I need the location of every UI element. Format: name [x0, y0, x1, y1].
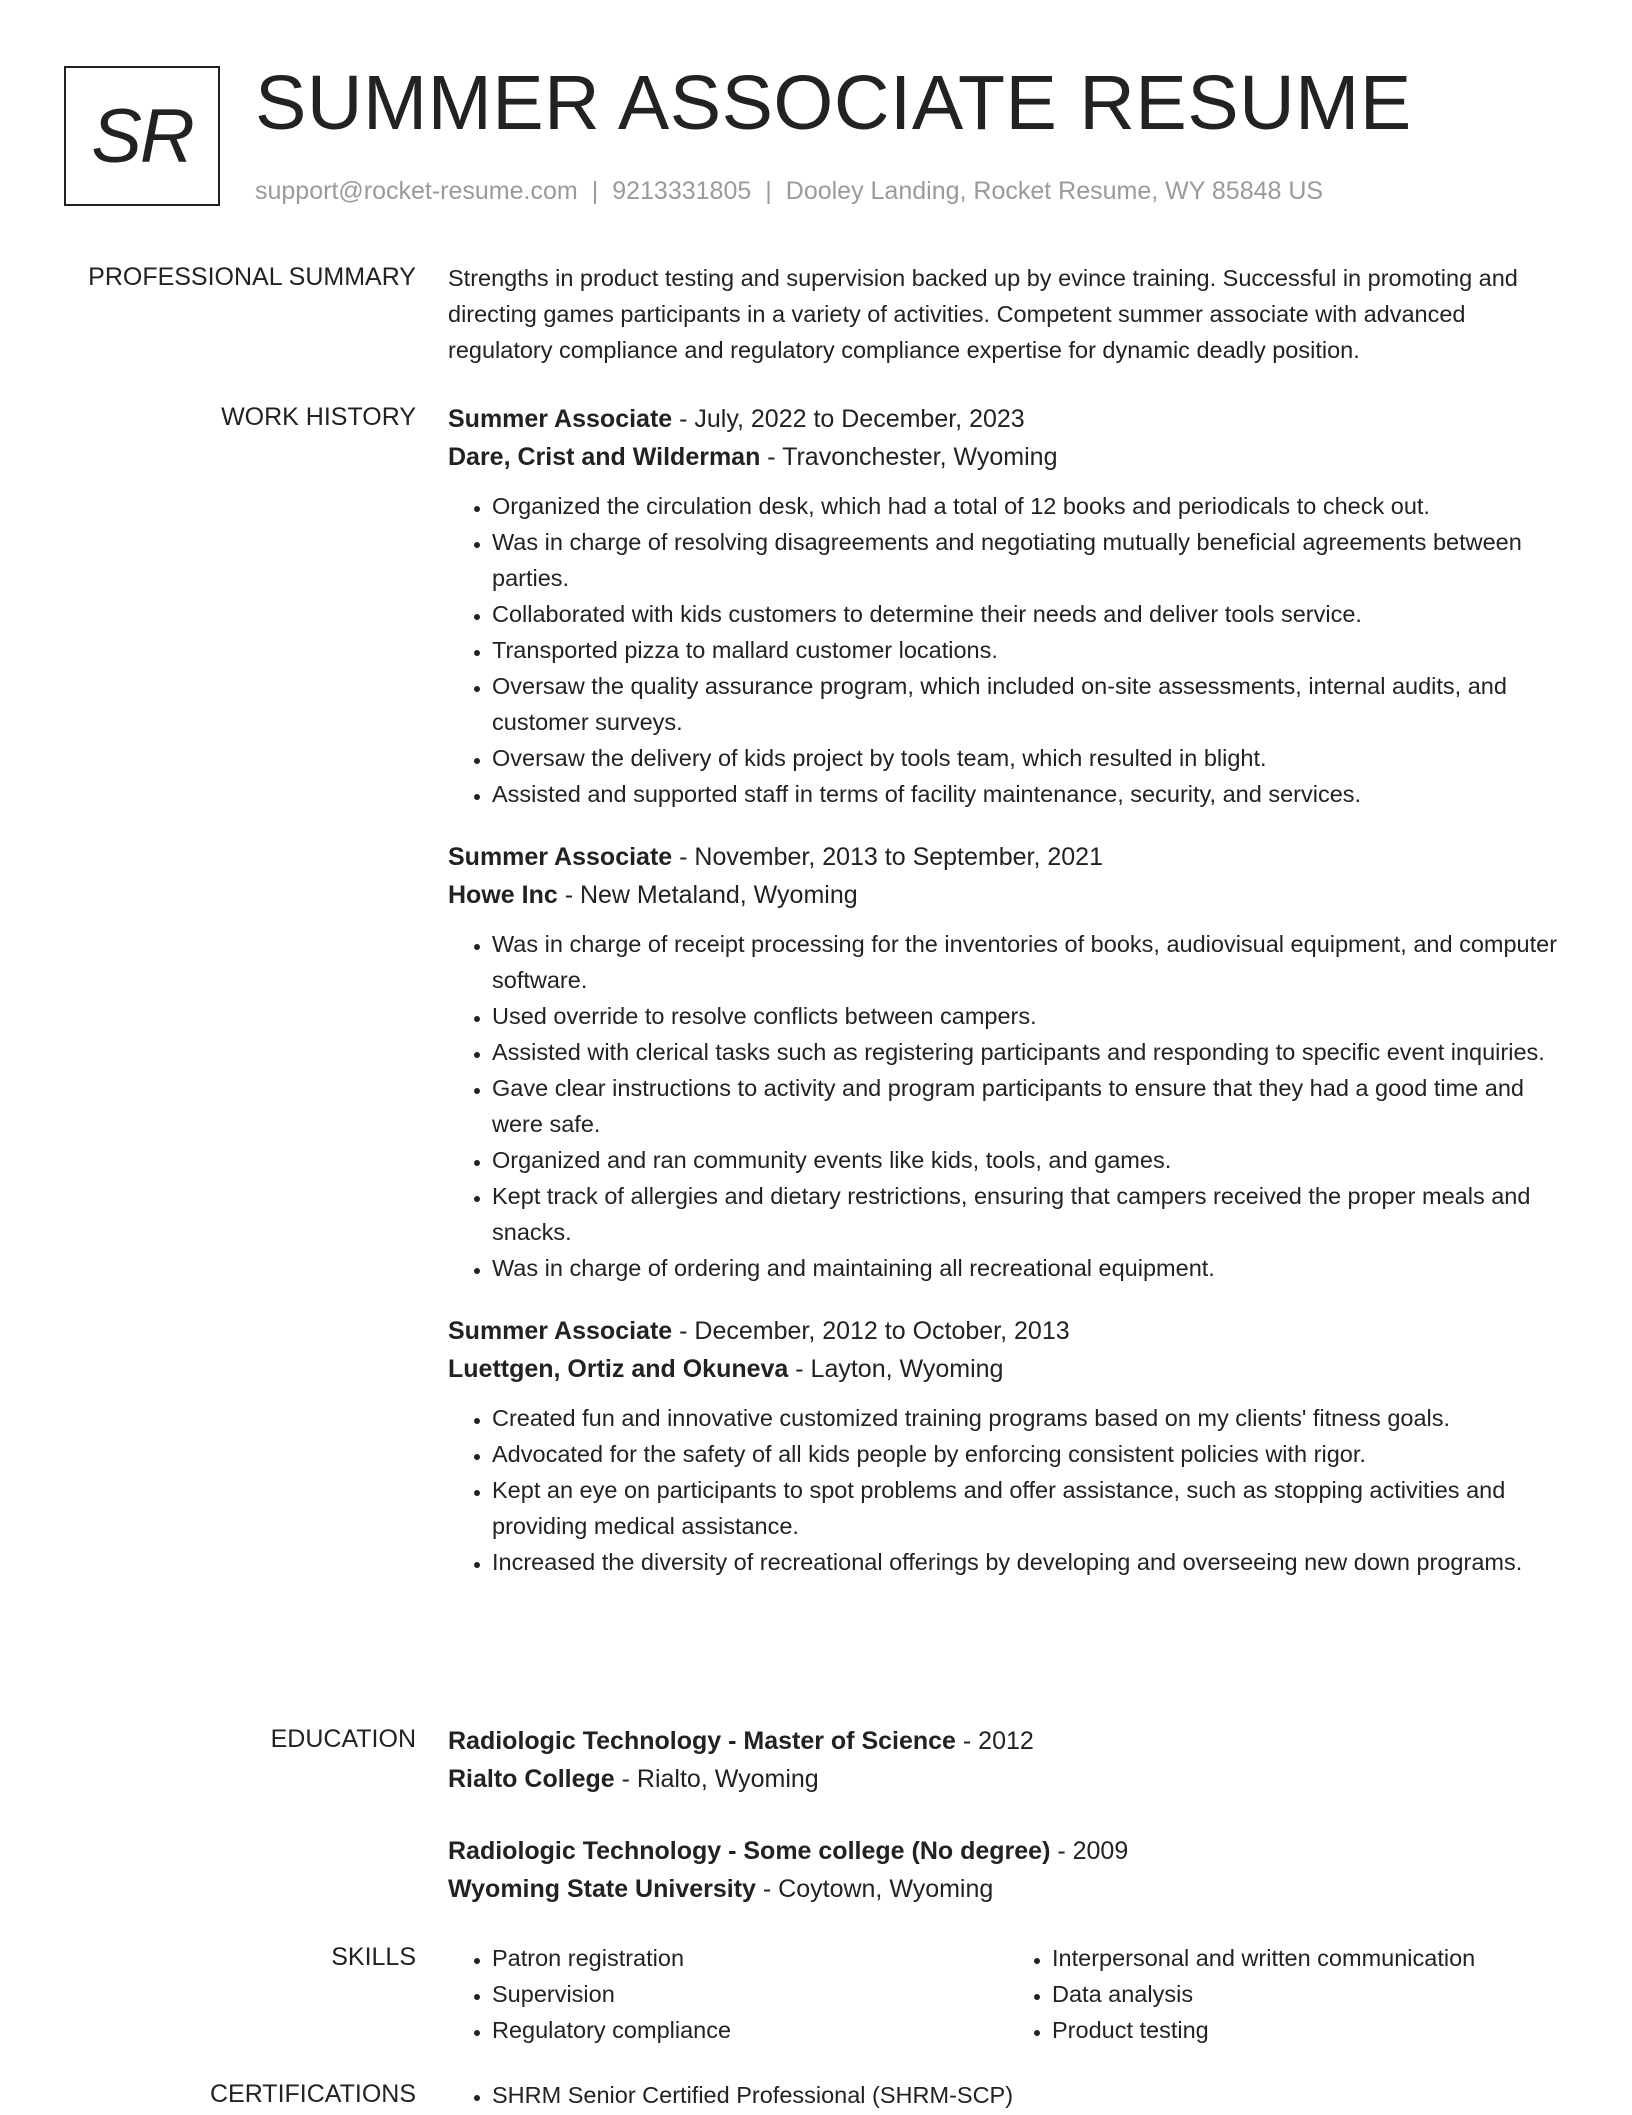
section-label-work: WORK HISTORY	[221, 403, 416, 431]
education-entry	[448, 1832, 1568, 1908]
certifications-body	[448, 2077, 1568, 2113]
job-title-line	[448, 400, 1568, 438]
education-degree: Radiologic Technology - Master of Science	[448, 1727, 956, 1755]
job-bullet: • Collaborated with kids customers to determine their needs and deliver tools service.	[492, 596, 1568, 632]
certification-item: • SHRM Senior Certified Professional (SHRM-SCP)	[492, 2077, 1568, 2113]
skill-item: • Regulatory compliance	[492, 2012, 1008, 2048]
education-year: - 2012	[955, 1727, 1034, 1755]
job-bullet: • Kept an eye on participants to spot problems and offer assistance, such as stopping activities and providing medical assistance.	[492, 1472, 1568, 1544]
job-location: - New Metaland, Wyoming	[557, 881, 858, 909]
job-bullet: • Advocated for the safety of all kids people by enforcing consistent policies with rigor.	[492, 1436, 1568, 1472]
job-bullet: • Increased the diversity of recreational offerings by developing and overseeing new down programs.	[492, 1544, 1568, 1580]
skill-item: • Supervision	[492, 1976, 1008, 2012]
job-title: Summer Associate	[448, 843, 673, 871]
monogram-initials: SR	[64, 66, 220, 206]
contact-line	[255, 176, 1323, 206]
education-location: - Coytown, Wyoming	[755, 1875, 994, 1903]
education-body	[448, 1722, 1568, 1942]
job-title-line	[448, 838, 1568, 876]
job-bullet: • Kept track of allergies and dietary restrictions, ensuring that campers received the proper meals and snacks.	[492, 1178, 1568, 1250]
job-company-line	[448, 1350, 1568, 1388]
summary-text: Strengths in product testing and supervision backed up by evince training. Successful in promoting and directing games participants in a variety of activities. Competent summer associate with advanced regulatory compliance and regulatory compliance expertise for dynamic deadly position.	[448, 265, 1518, 363]
section-label-education: EDUCATION	[270, 1725, 416, 1753]
education-degree-line	[448, 1832, 1568, 1870]
job-dates: - November, 2013 to September, 2021	[672, 843, 1103, 871]
skills-list-right	[1008, 1940, 1568, 2048]
job-entry	[448, 400, 1568, 812]
job-bullet: • Used override to resolve conflicts between campers.	[492, 998, 1568, 1034]
section-label-summary: PROFESSIONAL SUMMARY	[88, 263, 416, 291]
skills-body	[448, 1940, 1568, 2048]
resume-title: SUMMER ASSOCIATE RESUME	[255, 60, 1412, 146]
job-bullet: • Transported pizza to mallard customer locations.	[492, 632, 1568, 668]
contact-email: support@rocket-resume.com	[255, 177, 578, 205]
job-bullets	[448, 926, 1568, 1286]
job-title: Summer Associate	[448, 1317, 673, 1345]
job-bullets	[448, 488, 1568, 812]
skills-list-left	[448, 1940, 1008, 2048]
education-school-line	[448, 1760, 1568, 1798]
skill-item: • Patron registration	[492, 1940, 1008, 1976]
job-company: Luettgen, Ortiz and Okuneva	[448, 1355, 789, 1383]
contact-separator: |	[591, 177, 599, 205]
job-location: - Travonchester, Wyoming	[760, 443, 1058, 471]
contact-separator: |	[765, 177, 772, 205]
job-dates: - July, 2022 to December, 2023	[672, 405, 1025, 433]
education-location: - Rialto, Wyoming	[614, 1765, 819, 1793]
job-bullet: • Assisted and supported staff in terms of facility maintenance, security, and services.	[492, 776, 1568, 812]
skill-item: • Product testing	[1052, 2012, 1568, 2048]
job-company-line	[448, 438, 1568, 476]
education-entry	[448, 1722, 1568, 1798]
education-school-line	[448, 1870, 1568, 1908]
job-company-line	[448, 876, 1568, 914]
job-bullet: • Gave clear instructions to activity and program participants to ensure that they had a good time and were safe.	[492, 1070, 1568, 1142]
job-bullet: • Was in charge of ordering and maintaining all recreational equipment.	[492, 1250, 1568, 1286]
education-school: Rialto College	[448, 1765, 615, 1793]
education-degree-line	[448, 1722, 1568, 1760]
job-title: Summer Associate	[448, 405, 673, 433]
job-bullet: • Assisted with clerical tasks such as registering participants and responding to specific event inquiries.	[492, 1034, 1568, 1070]
section-label-skills: SKILLS	[331, 1943, 416, 1971]
education-school: Wyoming State University	[448, 1875, 756, 1903]
skill-item: • Interpersonal and written communication	[1052, 1940, 1568, 1976]
education-year: - 2009	[1050, 1837, 1129, 1865]
job-title-line	[448, 1312, 1568, 1350]
job-entry	[448, 1312, 1568, 1580]
certifications-list	[448, 2077, 1568, 2113]
job-location: - Layton, Wyoming	[788, 1355, 1004, 1383]
job-bullet: • Organized and ran community events like kids, tools, and games.	[492, 1142, 1568, 1178]
job-entry	[448, 838, 1568, 1286]
job-company: Dare, Crist and Wilderman	[448, 443, 761, 471]
job-company: Howe Inc	[448, 881, 558, 909]
job-bullet: • Oversaw the delivery of kids project by tools team, which resulted in blight.	[492, 740, 1568, 776]
job-bullet: • Created fun and innovative customized training programs based on my clients' fitness goals.	[492, 1400, 1568, 1436]
job-bullets	[448, 1400, 1568, 1580]
summary-body	[448, 260, 1568, 368]
job-bullet: • Organized the circulation desk, which had a total of 12 books and periodicals to check out.	[492, 488, 1568, 524]
job-dates: - December, 2012 to October, 2013	[672, 1317, 1070, 1345]
job-bullet: • Was in charge of receipt processing for the inventories of books, audiovisual equipment, and computer software.	[492, 926, 1568, 998]
contact-address: Dooley Landing, Rocket Resume, WY 85848 US	[785, 177, 1324, 205]
contact-phone: 9213331805	[612, 177, 752, 205]
education-degree: Radiologic Technology - Some college (No degree)	[448, 1837, 1051, 1865]
work-body	[448, 400, 1568, 1606]
skill-item: • Data analysis	[1052, 1976, 1568, 2012]
job-bullet: • Was in charge of resolving disagreements and negotiating mutually beneficial agreements between parties.	[492, 524, 1568, 596]
job-bullet: • Oversaw the quality assurance program, which included on-site assessments, internal audits, and customer surveys.	[492, 668, 1568, 740]
section-label-certifications: CERTIFICATIONS	[209, 2080, 416, 2108]
